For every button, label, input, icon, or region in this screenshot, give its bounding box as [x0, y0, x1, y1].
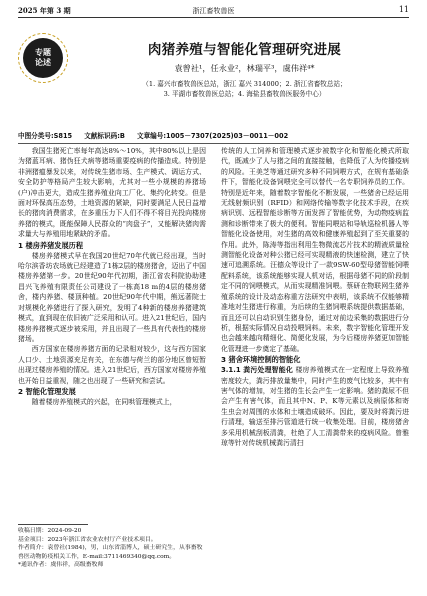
running-header	[18, 5, 409, 18]
footnote-divider	[18, 524, 88, 525]
footnote-corresponding: *通讯作者：虞伟祥，高级畜牧师	[18, 562, 104, 569]
section-1-paragraph: 西方国家在楼房养猪方面的记录相对较少，这与西方国家人口少、土地资源充足有关，在东德与荷兰的部分地区曾短暂出现过楼房养殖的情况。进入21世纪后，西方国家对楼房养殖也开始日益重视，随之也出现了一些研究和尝试。	[18, 345, 206, 385]
section-2-continued: 传统的人工饲养和管理模式逐步被数字化和智能化模式所取代，既减少了人与猪之间的直接接触，也降低了人为传播疫病的风险。王美芝等通过研究多种不同饲喂方式，在规有基础条件下，智能化设备饲喂完全可以替代一名专职饲养员的工作。特别是近年来，随着数字智能化不断发展，一些猪舍已经运用无线射频识别（RFID）和网络传输等数字化技术手段，在疾病识别、远程智能诊断等方面发挥了智能优势，为动物疫病监测和诊断带来了极大的便利。智能同喂站和导轨巡检机器人等智能化设备使用，对生猪的高效和健康养殖起到了至关重要的作用。此外，陈涛等指出利用生物微流芯片技术的精液质量检测智能化设备对种公猪已经可实现精液的快速检测，建立了快速可追溯系统。汪德众等设计了一款9SW-60型母猪智能饲喂配料系统，该系统能够实现人机对话，根据母猪不同的阶段制定不同的饲喂模式，从而实现精准饲喂。蔡研在物联网生猪养殖系统的设计及动态称重方法研究中表明，该系统不仅能够精准地对生猪进行称重，为后续的生猪饲喂系统提供数据基础，而且还可以自动识别生猪身份，通过对前边采集的数据进行分析，根据实际情况自动投喂饲料。未来，数字智能化管理开发也会越来越向精细化、简便化发展，为今后楼房养猪更加智能化管理进一步奠定了基础。	[221, 147, 409, 353]
affiliation-line-2: 3. 平湖市畜牧兽医总站；4. 海盐县畜牧兽医服务中心）	[163, 90, 326, 98]
document-code: 文献标识码:B	[84, 132, 125, 140]
section-2-heading: 2 智能化管理发展	[18, 386, 76, 396]
section-1-paragraph: 楼房养猪模式早在我国20世纪70年代就已经出现，当时哈尔滨香坊农场就已经建造了1栋2层的楼房猪舍，迈出了中国楼房养猪第一步。20世纪90年代初期，浙江省农科院协助建昌兴飞养殖有限责任公司建设了一栋高18 m的4层的楼房猪舍，楼内养猪、楼顶种植。20世纪90年代中期，熊远著院士对规模化养猪进行了探入研究，发明了4种新的楼房养猪建筑模式，直到现在依旧被广泛采用和认可。进入21世纪后，国内楼房养猪模式逐步被采用，并且出现了一些具有代表性的楼房猪场。	[18, 251, 206, 343]
article-authors: 袁曾社¹，任永业²，林瑞平³，虞伟祥⁴*	[174, 63, 315, 73]
footnote-received: 收稿日期：2024-09-20	[18, 528, 82, 534]
subsection-3-1-1-heading: 3.1.1 粪污处理智能化	[221, 366, 294, 375]
header-divider	[18, 143, 409, 144]
section-1-heading: 1 楼房养猪发展历程	[18, 240, 84, 250]
badge-line-2: 论述	[35, 58, 51, 67]
article-title: 肉猪养殖与智能化管理研究进展	[147, 42, 342, 58]
article-number: 文章编号:1005－7307(2025)03－0011－002	[136, 132, 289, 140]
section-3-heading: 3 猪舍环境控制的智能化	[221, 355, 301, 365]
subsection-3-1-1-text: 楼房养殖模式在一定程度上导致养殖密度较大，粪污排放量集中，同时产生的废气比较多，其中有害气体的增加，对生猪的生长会产生一定影响。猪的粪尿不但会产生有害气体，而且其中N、P、K等元素以及病原体和寄生虫会对周围的水体和土壤造成破坏。因此，要及时将粪污进行清理，输送至排污管道进行统一收集处理。目前，楼房猪舍多采用机械刮板清粪，杜绝了人工清粪带来的疫病风险。曾雅琼等针对传统机械粪污清扫	[221, 366, 409, 447]
column-badge	[18, 33, 68, 83]
right-column	[221, 146, 409, 448]
section-2-paragraph: 随着楼房养殖模式的兴起，在同哄管理模式上，	[31, 397, 177, 406]
subsection-3-1-1	[221, 365, 409, 448]
page-number: 11	[398, 5, 409, 14]
classification-line	[18, 130, 409, 141]
intro-paragraph: 我国生猪死亡率每年高达8%～10%，其中80%以上是因为猪蓝耳病、猪伪狂犬病等猪场重要疫病的传播造成。特别是非洲猪瘟暴发以来，对传统生猪市场、生产模式、调运方式、安全防护等格局产生较大影响，尤其对一些小规模的养猪场(户)冲击更大，造成生猪养殖业向工厂化、集约化转变。但是面对环保高压态势，土地资源的紧缺，同时要满足人民日益增长的猪肉消费需求，在多重压力下人们不得不将目光投向楼房养猪的模式，既能保障人民群众的“肉盘子”，又能解决猪肉需求量大与养殖用地紧缺的矛盾。	[18, 147, 206, 239]
footnote-author-bio: 作者简介：袁曾社(1984)，男，山东省淄博人，硕士研究生，从事畜牧兽医动物防疫相关工作，E-mail:3711469340@qq.com。	[18, 545, 203, 560]
journal-name: 浙江畜牧兽医	[192, 7, 235, 15]
badge-inner	[23, 38, 63, 78]
left-column	[18, 146, 206, 407]
footnote-funding: 基金项目：2023年浙江省农业农村厅产业技术项目。	[18, 536, 157, 543]
affiliation-line-1: （1. 嘉兴市畜牧兽医总站，浙江 嘉兴 314000；2. 浙江省畜牧总站；	[142, 80, 347, 88]
badge-line-1: 专题	[35, 48, 51, 57]
issue-label: 2025 年第 3 期	[18, 6, 71, 15]
clc-number: 中图分类号:S815	[18, 132, 73, 140]
footnotes	[18, 527, 206, 570]
